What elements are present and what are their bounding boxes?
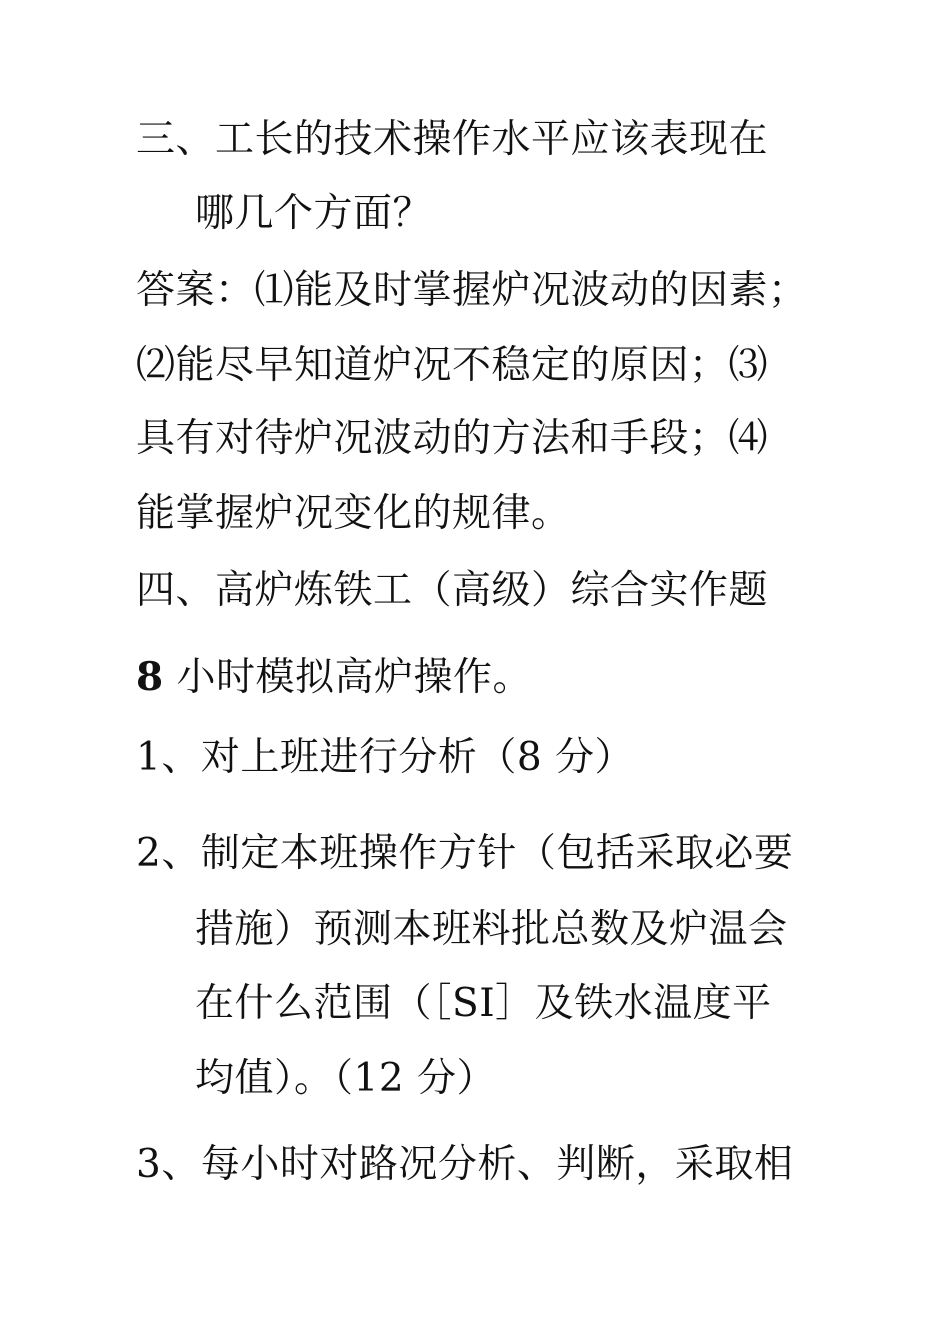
answer-line-3: 具有对待炉况波动的方法和手段；⑷ xyxy=(136,416,769,461)
answer-line-2: ⑵能尽早知道炉况不稳定的原因；⑶ xyxy=(136,343,769,388)
item-2-line-3: 在什么范围（［SI］及铁水温度平 xyxy=(195,981,772,1026)
answer-line-1: 答案：⑴能及时掌握炉况波动的因素； xyxy=(136,268,808,313)
section-4-heading: 四、高炉炼铁工（高级）综合实作题 xyxy=(136,568,769,613)
item-3: 3、每小时对路况分析、判断，采取相 xyxy=(136,1142,794,1187)
question-3-line-2: 哪几个方面？ xyxy=(195,191,433,236)
item-1: 1、对上班进行分析（8 分） xyxy=(136,735,635,780)
answer-line-4: 能掌握炉况变化的规律。 xyxy=(136,491,571,536)
subheading-hours: 8 xyxy=(136,654,164,700)
section-4-subheading xyxy=(136,653,532,702)
subheading-text: 小时模拟高炉操作。 xyxy=(163,655,533,700)
item-2-line-1: 2、制定本班操作方针（包括采取必要 xyxy=(136,831,794,876)
question-3-line-1: 三、工长的技术操作水平应该表现在 xyxy=(136,117,769,162)
item-2-line-4: 均值）。（12 分） xyxy=(195,1056,497,1101)
item-2-line-2: 措施）预测本班料批总数及炉温会 xyxy=(195,907,788,952)
